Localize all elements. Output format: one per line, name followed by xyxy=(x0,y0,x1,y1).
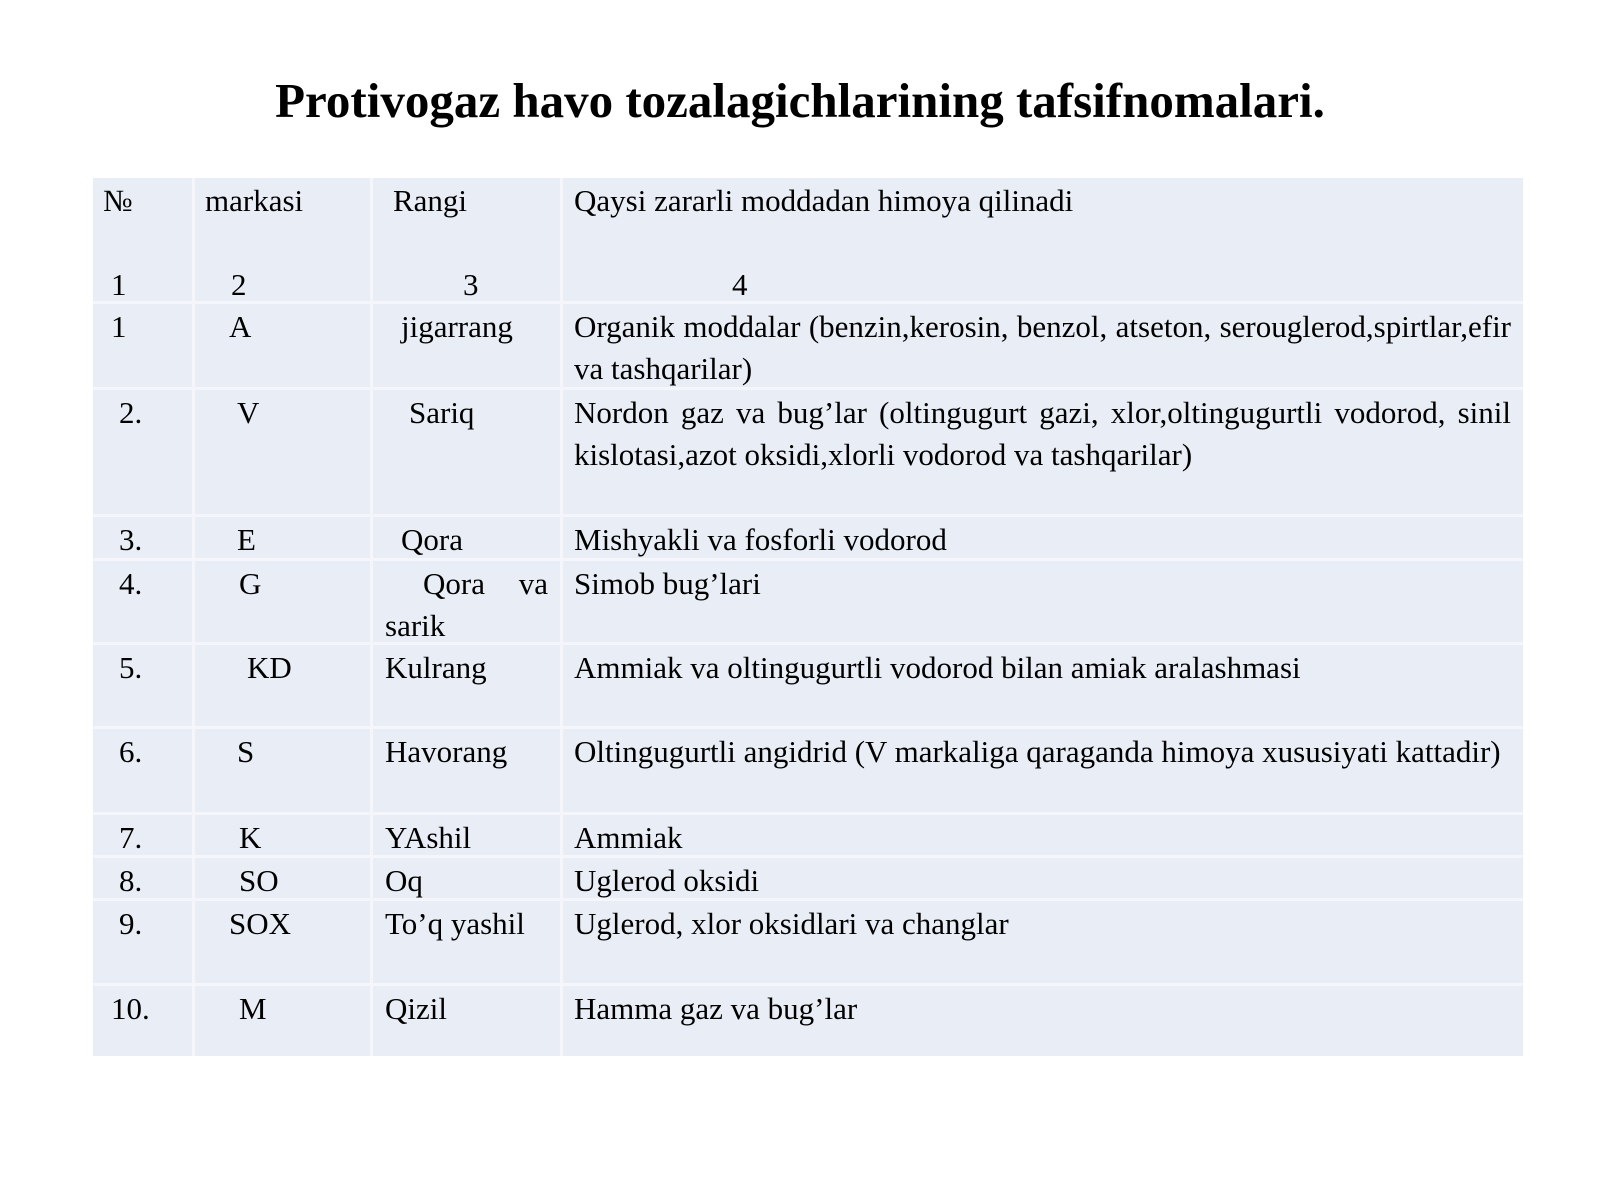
row-protects: Ammiak va oltingugurtli vodorod bilan amiak aralashmasi xyxy=(574,650,1301,685)
row-mark: G xyxy=(195,561,373,642)
row-number: 4. xyxy=(93,561,195,642)
row-number: 8. xyxy=(93,858,195,898)
table-row xyxy=(93,815,1523,858)
page-title: Protivogaz havo tozalagichlarining tafsifnomalari. xyxy=(275,73,1325,128)
row-color: Havorang xyxy=(373,729,563,812)
header-color-index: 3 xyxy=(463,267,479,302)
row-color: Kulrang xyxy=(373,645,563,726)
header-protects-index: 4 xyxy=(732,267,748,302)
row-number: 7. xyxy=(93,815,195,855)
row-color: Sariq xyxy=(373,390,563,514)
table-row xyxy=(93,901,1523,986)
row-mark: SO xyxy=(195,858,373,898)
table-row xyxy=(93,986,1523,1056)
row-protects: Uglerod oksidi xyxy=(574,863,760,898)
row-color: Oq xyxy=(373,858,563,898)
row-color: Qora va sarik xyxy=(373,561,563,642)
table-row xyxy=(93,517,1523,561)
row-number: 2. xyxy=(93,390,195,514)
header-cell-mark xyxy=(195,178,373,301)
header-cell-protects xyxy=(563,178,1523,301)
row-number: 10. xyxy=(93,986,195,1056)
row-number: 9. xyxy=(93,901,195,983)
row-number: 5. xyxy=(93,645,195,726)
table-row xyxy=(93,390,1523,517)
table-row xyxy=(93,645,1523,729)
row-protects: Oltingugurtli angidrid (V markaliga qaraganda himoya xususiyati kattadir) xyxy=(574,734,1501,769)
row-protects: Ammiak xyxy=(574,820,683,855)
row-mark: V xyxy=(195,390,373,514)
header-mark-index: 2 xyxy=(231,267,247,302)
gas-mask-filter-table xyxy=(93,178,1523,1056)
row-color: To’q yashil xyxy=(373,901,563,983)
header-cell-color xyxy=(373,178,563,301)
row-protects: Simob bug’lari xyxy=(574,566,761,601)
row-mark: M xyxy=(195,986,373,1056)
table-row xyxy=(93,729,1523,815)
row-number: 1 xyxy=(93,304,195,387)
header-color-label: Rangi xyxy=(393,183,468,218)
table-row xyxy=(93,304,1523,390)
header-number-index: 1 xyxy=(111,267,127,302)
header-mark-label: markasi xyxy=(205,183,304,218)
row-protects: Uglerod, xlor oksidlari va changlar xyxy=(574,906,1009,941)
header-protects-label: Qaysi zararli moddadan himoya qilinadi xyxy=(574,183,1074,218)
row-number: 3. xyxy=(93,517,195,558)
row-mark: A xyxy=(195,304,373,387)
row-protects: Mishyakli va fosforli vodorod xyxy=(574,522,947,557)
row-mark: KD xyxy=(195,645,373,726)
row-mark: K xyxy=(195,815,373,855)
table-row xyxy=(93,858,1523,901)
row-mark: S xyxy=(195,729,373,812)
row-protects: Nordon gaz va bug’lar (oltingugurt gazi, xlor,oltingugurtli vodorod, sinil kislotasi,azot oksidi,xlorli vodorod va tashqarilar) xyxy=(574,395,1511,472)
header-number-label: № xyxy=(103,183,133,218)
row-color: jigarrang xyxy=(373,304,563,387)
row-number: 6. xyxy=(93,729,195,812)
row-color: Qora xyxy=(373,517,563,558)
row-mark: E xyxy=(195,517,373,558)
row-protects: Hamma gaz va bug’lar xyxy=(574,991,858,1026)
row-color: Qizil xyxy=(373,986,563,1056)
table-header-row xyxy=(93,178,1523,304)
row-mark: SOX xyxy=(195,901,373,983)
row-protects: Organik moddalar (benzin,kerosin, benzol, atseton, serouglerod,spirtlar,efir va tashqarilar) xyxy=(574,309,1511,386)
header-cell-number xyxy=(93,178,195,301)
row-color: YAshil xyxy=(373,815,563,855)
table-row xyxy=(93,561,1523,645)
